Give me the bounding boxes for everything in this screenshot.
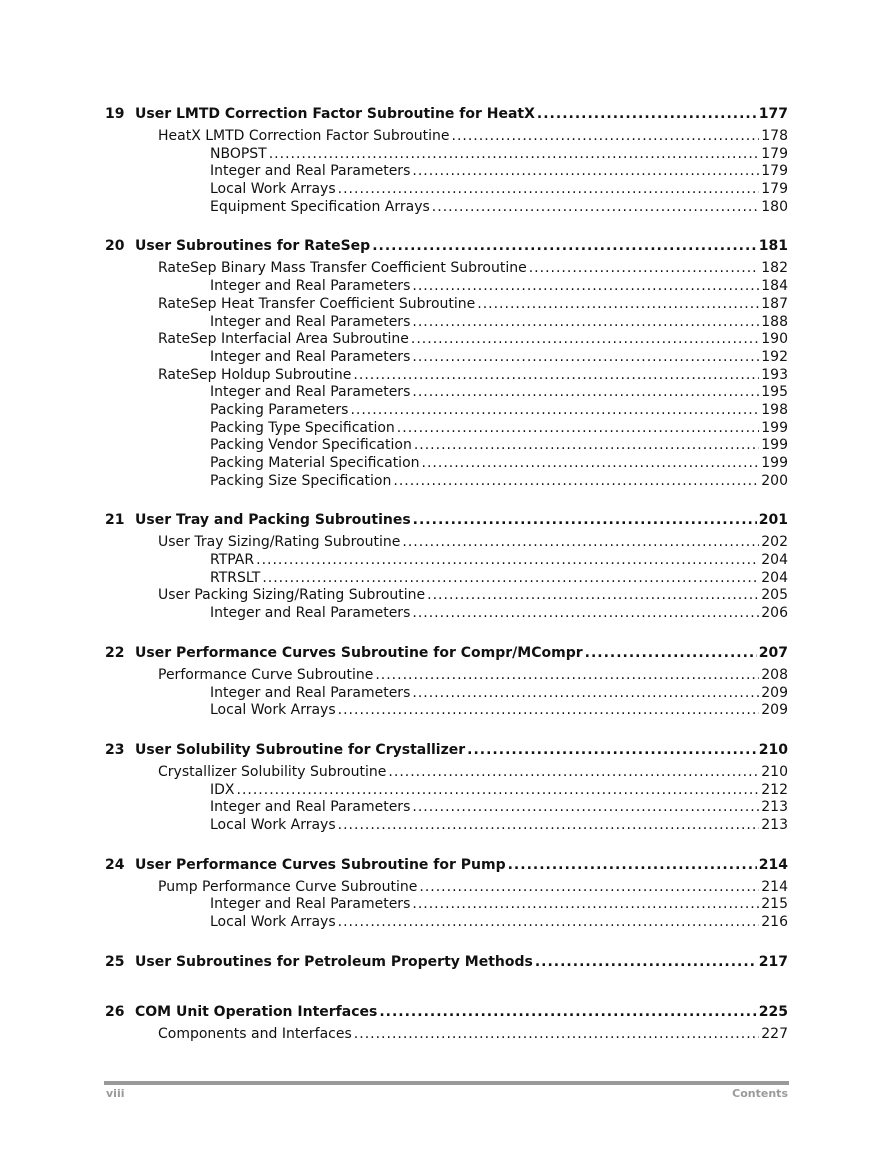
entry-page-number: 187: [761, 295, 788, 312]
dot-leader: [269, 146, 760, 164]
entry-page-number: 206: [761, 605, 788, 622]
entry-title: Integer and Real Parameters: [210, 278, 411, 295]
dot-leader: [412, 605, 759, 623]
entry-page-number: 178: [761, 128, 788, 144]
toc-chapter-heading[interactable]: [105, 508, 788, 532]
entry-page-number: 184: [761, 278, 788, 295]
entry-title: Crystallizer Solubility Subroutine: [158, 763, 387, 780]
entry-title: Integer and Real Parameters: [210, 605, 411, 622]
toc-subsection-entry[interactable]: [105, 420, 788, 438]
entry-page-number: 195: [761, 384, 788, 401]
toc-section-entry[interactable]: [105, 260, 788, 278]
dot-leader: [529, 260, 760, 278]
toc-section-entry[interactable]: [105, 128, 788, 146]
dot-leader: [413, 508, 757, 532]
toc-chapter-heading[interactable]: [105, 234, 788, 258]
toc-subsection-entry[interactable]: [105, 782, 788, 800]
entry-title: Local Work Arrays: [210, 816, 336, 833]
toc-subsection-entry[interactable]: [105, 685, 788, 703]
dot-leader: [412, 685, 759, 703]
dot-leader: [537, 102, 757, 126]
dot-leader: [412, 314, 759, 332]
entry-page-number: 200: [761, 472, 788, 489]
dot-leader: [585, 641, 757, 665]
toc-subsection-entry[interactable]: [105, 181, 788, 199]
entry-title: IDX: [210, 781, 235, 798]
dot-leader: [354, 1026, 759, 1044]
toc-chapter-heading[interactable]: [105, 950, 788, 974]
entry-title: RateSep Holdup Subroutine: [158, 366, 352, 383]
entry-page-number: 199: [761, 455, 788, 471]
entry-page-number: 190: [761, 331, 788, 348]
entry-title: RateSep Heat Transfer Coefficient Subroutine: [158, 295, 476, 312]
dot-leader: [262, 570, 759, 588]
entry-page-number: 213: [761, 816, 788, 833]
chapter-title: User Solubility Subroutine for Crystallizer: [135, 741, 466, 758]
toc-subsection-entry[interactable]: [105, 896, 788, 914]
chapter-page-number: 217: [758, 953, 788, 970]
dot-leader: [412, 799, 759, 817]
chapter-page-number: 210: [758, 741, 788, 758]
dot-leader: [508, 853, 757, 877]
entry-title: RTRSLT: [210, 569, 261, 586]
entry-title: Integer and Real Parameters: [210, 799, 411, 816]
toc-subsection-entry[interactable]: [105, 163, 788, 181]
entry-title: User Packing Sizing/Rating Subroutine: [158, 587, 426, 604]
toc-chapter: [105, 234, 788, 490]
toc-subsection-entry[interactable]: [105, 384, 788, 402]
dot-leader: [353, 367, 759, 385]
toc-section-entry[interactable]: [105, 296, 788, 314]
dot-leader: [535, 950, 757, 974]
toc-subsection-entry[interactable]: [105, 349, 788, 367]
toc-chapter-heading[interactable]: [105, 738, 788, 762]
toc-chapter: [105, 853, 788, 932]
toc-section-entry[interactable]: [105, 587, 788, 605]
entry-page-number: 180: [761, 198, 788, 215]
entry-title: Integer and Real Parameters: [210, 348, 411, 365]
chapter-number: 25: [105, 953, 125, 970]
entry-title: Packing Size Specification: [210, 472, 392, 489]
table-of-contents: [105, 102, 788, 1061]
dot-leader: [375, 667, 759, 685]
entry-page-number: 212: [761, 781, 788, 798]
chapter-number: 26: [105, 1003, 125, 1020]
toc-chapter: [105, 508, 788, 622]
entry-page-number: 209: [761, 684, 788, 701]
chapter-number: 21: [105, 512, 125, 529]
entry-page-number: 193: [761, 366, 788, 383]
toc-section-entry[interactable]: [105, 667, 788, 685]
entry-page-number: 199: [761, 419, 788, 436]
chapter-number: 24: [105, 856, 125, 873]
entry-page-number: 204: [761, 569, 788, 586]
toc-chapter: [105, 102, 788, 216]
chapter-page-number: 214: [758, 856, 788, 873]
toc-chapter: [105, 1000, 788, 1044]
toc-subsection-entry[interactable]: [105, 314, 788, 332]
toc-subsection-entry[interactable]: [105, 605, 788, 623]
entry-page-number: 198: [761, 401, 788, 418]
toc-chapter: [105, 738, 788, 835]
entry-page-number: 202: [761, 534, 788, 551]
entry-page-number: 214: [761, 878, 788, 895]
entry-page-number: 216: [761, 914, 788, 930]
dot-leader: [414, 437, 759, 455]
entry-page-number: 182: [761, 260, 788, 277]
toc-subsection-entry[interactable]: [105, 702, 788, 720]
entry-title: RateSep Binary Mass Transfer Coefficient Subroutine: [158, 260, 527, 277]
entry-page-number: 208: [761, 666, 788, 683]
entry-title: Packing Material Specification: [210, 455, 420, 471]
dot-leader: [388, 764, 759, 782]
dot-leader: [338, 817, 760, 835]
entry-page-number: 204: [761, 552, 788, 569]
entry-title: Integer and Real Parameters: [210, 384, 411, 401]
dot-leader: [338, 702, 760, 720]
entry-page-number: 210: [761, 763, 788, 780]
dot-leader: [477, 296, 759, 314]
entry-title: Integer and Real Parameters: [210, 684, 411, 701]
toc-chapter-heading[interactable]: [105, 641, 788, 665]
dot-leader: [350, 402, 759, 420]
dot-leader: [412, 278, 759, 296]
chapter-number: 23: [105, 741, 125, 758]
entry-page-number: 213: [761, 799, 788, 816]
chapter-title: User Subroutines for Petroleum Property Methods: [135, 953, 533, 970]
footer-rule: [104, 1081, 789, 1085]
entry-title: Local Work Arrays: [210, 181, 336, 198]
dot-leader: [411, 331, 759, 349]
dot-leader: [372, 234, 757, 258]
entry-title: Local Work Arrays: [210, 914, 336, 930]
dot-leader: [338, 914, 760, 932]
chapter-page-number: 177: [758, 106, 788, 122]
dot-leader: [422, 455, 760, 473]
entry-title: User Tray Sizing/Rating Subroutine: [158, 534, 401, 551]
dot-leader: [412, 349, 759, 367]
toc-subsection-entry[interactable]: [105, 552, 788, 570]
toc-subsection-entry[interactable]: [105, 278, 788, 296]
footer-section-label: Contents: [732, 1087, 788, 1100]
entry-page-number: 179: [761, 181, 788, 198]
entry-page-number: 205: [761, 587, 788, 604]
toc-subsection-entry[interactable]: [105, 199, 788, 217]
entry-title: Integer and Real Parameters: [210, 313, 411, 330]
dot-leader: [338, 181, 760, 199]
dot-leader: [432, 199, 759, 217]
footer-page-number: viii: [106, 1087, 125, 1100]
chapter-number: 20: [105, 238, 125, 255]
entry-title: Packing Parameters: [210, 401, 349, 418]
chapter-title: User Performance Curves Subroutine for Pump: [135, 856, 506, 873]
chapter-page-number: 181: [758, 238, 788, 255]
toc-chapter-heading[interactable]: [105, 1000, 788, 1024]
dot-leader: [427, 587, 759, 605]
toc-chapter-heading[interactable]: [105, 102, 788, 126]
dot-leader: [379, 1000, 756, 1024]
entry-title: NBOPST: [210, 145, 267, 162]
toc-section-entry[interactable]: [105, 764, 788, 782]
dot-leader: [412, 163, 759, 181]
dot-leader: [419, 879, 759, 897]
toc-subsection-entry[interactable]: [105, 455, 788, 473]
entry-title: Packing Vendor Specification: [210, 437, 412, 454]
entry-page-number: 192: [761, 348, 788, 365]
entry-title: Equipment Specification Arrays: [210, 198, 430, 215]
entry-page-number: 188: [761, 313, 788, 330]
chapter-number: 19: [105, 106, 125, 122]
entry-page-number: 179: [761, 163, 788, 180]
chapter-title: User LMTD Correction Factor Subroutine for HeatX: [135, 106, 535, 122]
dot-leader: [256, 552, 759, 570]
entry-title: RTPAR: [210, 552, 255, 569]
chapter-title: User Tray and Packing Subroutines: [135, 512, 411, 529]
dot-leader: [412, 896, 759, 914]
toc-section-entry[interactable]: [105, 534, 788, 552]
dot-leader: [237, 782, 760, 800]
toc-subsection-entry[interactable]: [105, 570, 788, 588]
chapter-title: COM Unit Operation Interfaces: [135, 1003, 378, 1020]
toc-section-entry[interactable]: [105, 367, 788, 385]
dot-leader: [452, 128, 760, 146]
chapter-page-number: 201: [758, 512, 788, 529]
chapter-page-number: 207: [758, 644, 788, 661]
entry-page-number: 209: [761, 702, 788, 719]
entry-page-number: 215: [761, 896, 788, 913]
toc-subsection-entry[interactable]: [105, 799, 788, 817]
entry-title: Components and Interfaces: [158, 1025, 352, 1042]
entry-page-number: 199: [761, 437, 788, 454]
toc-section-entry[interactable]: [105, 879, 788, 897]
toc-subsection-entry[interactable]: [105, 437, 788, 455]
toc-section-entry[interactable]: [105, 1026, 788, 1044]
toc-subsection-entry[interactable]: [105, 146, 788, 164]
entry-title: Integer and Real Parameters: [210, 896, 411, 913]
toc-chapter: [105, 641, 788, 720]
entry-title: HeatX LMTD Correction Factor Subroutine: [158, 128, 450, 144]
toc-subsection-entry[interactable]: [105, 914, 788, 932]
dot-leader: [397, 420, 759, 438]
chapter-title: User Subroutines for RateSep: [135, 238, 371, 255]
entry-title: Pump Performance Curve Subroutine: [158, 878, 418, 895]
entry-page-number: 227: [761, 1025, 788, 1042]
toc-chapter-heading[interactable]: [105, 853, 788, 877]
entry-title: RateSep Interfacial Area Subroutine: [158, 331, 409, 348]
dot-leader: [393, 473, 759, 491]
entry-page-number: 179: [761, 145, 788, 162]
toc-section-entry[interactable]: [105, 331, 788, 349]
toc-subsection-entry[interactable]: [105, 402, 788, 420]
chapter-title: User Performance Curves Subroutine for Compr/MCompr: [135, 644, 583, 661]
dot-leader: [467, 738, 757, 762]
entry-title: Packing Type Specification: [210, 419, 395, 436]
toc-chapter: [105, 950, 788, 974]
entry-title: Integer and Real Parameters: [210, 163, 411, 180]
entry-title: Local Work Arrays: [210, 702, 336, 719]
dot-leader: [402, 534, 759, 552]
chapter-page-number: 225: [758, 1003, 788, 1020]
entry-title: Performance Curve Subroutine: [158, 666, 374, 683]
dot-leader: [412, 384, 759, 402]
chapter-number: 22: [105, 644, 125, 661]
toc-subsection-entry[interactable]: [105, 817, 788, 835]
toc-subsection-entry[interactable]: [105, 473, 788, 491]
